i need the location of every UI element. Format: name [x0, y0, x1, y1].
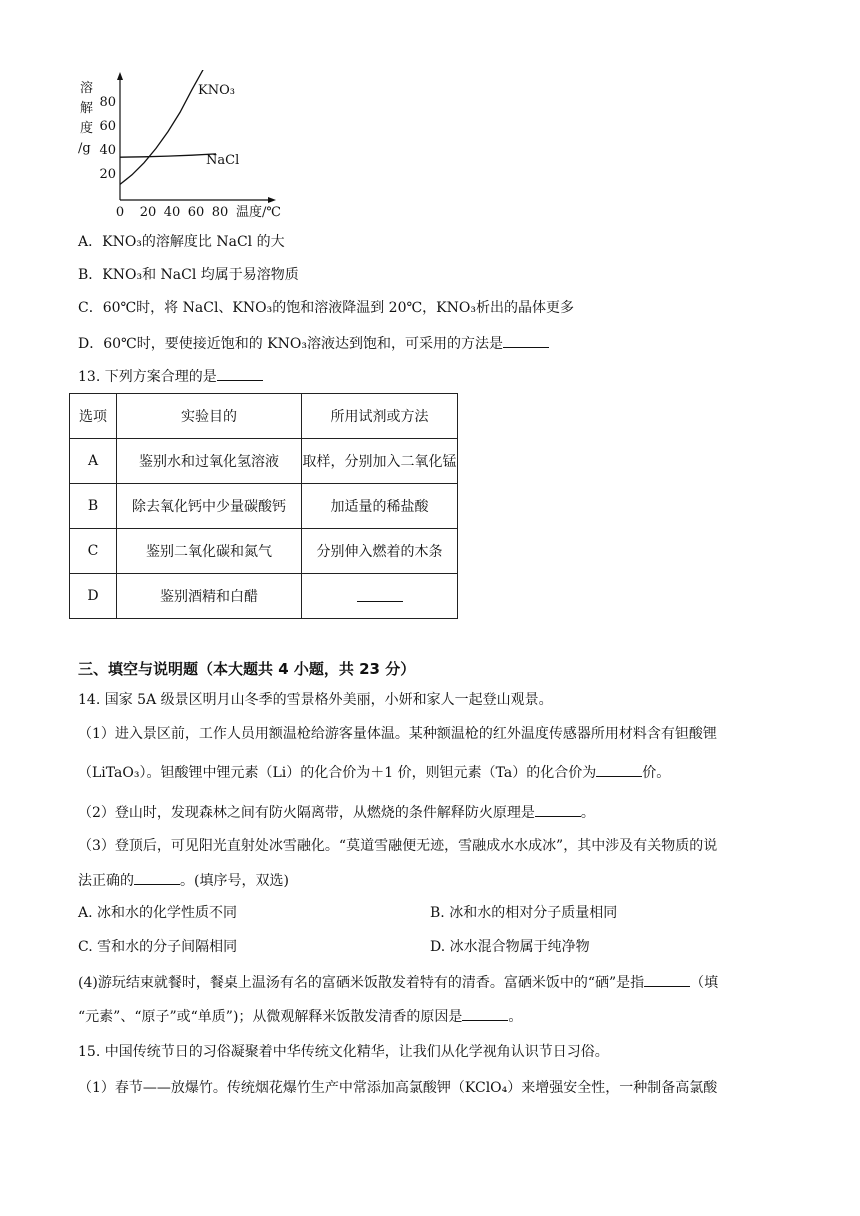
- svg-text:/g: /g: [78, 141, 91, 156]
- x-axis-arrow: [268, 197, 276, 203]
- x-tick-label: 20: [139, 205, 157, 220]
- table-row: [70, 529, 458, 574]
- solubility-chart: [72, 70, 302, 220]
- answer-blank: [535, 802, 581, 817]
- x-tick-label: 80: [211, 205, 229, 220]
- q14-part3-suffix: 。(填序号，双选): [180, 873, 289, 889]
- x-tick-label: 40: [163, 205, 181, 220]
- nacl-curve: [120, 154, 216, 157]
- table-cell: 鉴别酒精和白醋: [117, 574, 302, 619]
- y-tick-labels: [99, 95, 116, 182]
- svg-text:溶: 溶: [80, 81, 94, 96]
- q14-stem: 14. 国家 5A 级景区明月山冬季的雪景格外美丽，小妍和家人一起登山观景。: [78, 692, 553, 708]
- table-cell: A: [70, 439, 117, 484]
- answer-blank: [596, 762, 642, 777]
- q12-option-c: C．60℃时，将 NaCl、KNO₃的饱和溶液降温到 20℃，KNO₃析出的晶体更多: [78, 300, 574, 316]
- q14-part2: [78, 802, 595, 823]
- table-row: [70, 574, 458, 619]
- q14-option-b: B. 冰和水的相对分子质量相同: [430, 905, 618, 921]
- q13-stem: [78, 366, 263, 387]
- table-row: [70, 439, 458, 484]
- q12-option-d-text: D．60℃时，要使接近饱和的 KNO₃溶液达到饱和，可采用的方法是: [78, 336, 503, 352]
- q14-part4-suffix2: 。: [508, 1009, 523, 1025]
- answer-blank: [644, 972, 690, 987]
- q15-stem: 15. 中国传统节日的习俗凝聚着中华传统文化精华，让我们从化学视角认识节日习俗。: [78, 1044, 609, 1060]
- q14-part3-line2: [78, 870, 289, 891]
- q14-part3-text: 法正确的: [78, 873, 134, 889]
- q14-part1-suffix: 价。: [642, 765, 671, 781]
- q14-part4-text: (4)游玩结束就餐时，餐桌上温汤有名的富硒米饭散发着特有的清香。富硒米饭中的“硒”是指: [78, 975, 645, 991]
- table-cell: 取样，分别加入二氧化锰: [302, 439, 458, 484]
- q14-part1-line2: [78, 762, 670, 783]
- q13-stem-text: 13. 下列方案合理的是: [78, 369, 217, 385]
- table-cell: D: [70, 574, 117, 619]
- answer-blank: [462, 1006, 508, 1021]
- answer-blank: [134, 870, 180, 885]
- q14-part4-line1: [78, 972, 718, 993]
- q14-option-c: C. 雪和水的分子间隔相同: [78, 939, 238, 955]
- table-header: 所用试剂或方法: [302, 394, 458, 439]
- nacl-series-label: NaCl: [206, 153, 240, 168]
- q14-part1-line1: （1）进入景区前，工作人员用额温枪给游客量体温。某种额温枪的红外温度传感器所用材料含有钽酸锂: [78, 726, 717, 742]
- q14-part2-suffix: 。: [580, 805, 595, 821]
- svg-text:度: 度: [80, 121, 94, 136]
- table-header-row: [70, 394, 458, 439]
- answer-blank: [217, 366, 263, 381]
- q14-part1-text: （LiTaO₃）。钽酸锂中锂元素（Li）的化合价为＋1 价，则钽元素（Ta）的化合价为: [78, 765, 597, 781]
- q12-option-a: A．KNO₃的溶解度比 NaCl 的大: [78, 234, 285, 250]
- q14-part4-line2: [78, 1006, 522, 1027]
- y-tick-label: 20: [99, 167, 116, 182]
- svg-text:解: 解: [80, 101, 94, 116]
- y-tick-label: 60: [99, 119, 116, 134]
- table-cell: 鉴别二氧化碳和氮气: [117, 529, 302, 574]
- answer-blank: [357, 587, 403, 602]
- y-axis-arrow: [117, 72, 123, 80]
- y-axis-label: [78, 80, 93, 156]
- x-tick-labels: [116, 205, 228, 220]
- x-axis-label: 温度/℃: [236, 205, 281, 220]
- q14-option-a: A. 冰和水的化学性质不同: [78, 905, 238, 921]
- y-tick-label: 40: [99, 143, 116, 158]
- x-tick-label: 60: [187, 205, 205, 220]
- answer-blank: [503, 333, 549, 348]
- y-tick-label: 80: [99, 95, 116, 110]
- table-cell: 除去氧化钙中少量碳酸钙: [117, 484, 302, 529]
- table-cell: 分别伸入燃着的木条: [302, 529, 458, 574]
- kno3-series-label: KNO₃: [198, 83, 235, 98]
- table-row: [70, 484, 458, 529]
- x-tick-label: 0: [115, 205, 125, 220]
- table-cell: C: [70, 529, 117, 574]
- table-header: 实验目的: [117, 394, 302, 439]
- q14-option-d: D. 冰水混合物属于纯净物: [430, 939, 590, 955]
- table-cell: B: [70, 484, 117, 529]
- q15-part1: （1）春节——放爆竹。传统烟花爆竹生产中常添加高氯酸钾（KClO₄）来增强安全性，一种制备高氯酸: [78, 1080, 718, 1096]
- q14-part2-text: （2）登山时，发现森林之间有防火隔离带，从燃烧的条件解释防火原理是: [78, 805, 535, 821]
- q12-option-d: [78, 333, 549, 354]
- q14-part4-suffix: （填: [690, 975, 719, 991]
- q12-option-b: B．KNO₃和 NaCl 均属于易溶物质: [78, 267, 299, 283]
- table-header: 选项: [70, 394, 117, 439]
- q14-part3-line1: （3）登顶后，可见阳光直射处冰雪融化。“莫道雪融便无迹，雪融成水水成冰”，其中涉及有关物质的说: [78, 838, 718, 854]
- table-cell: [302, 574, 458, 619]
- table-cell: 加适量的稀盐酸: [302, 484, 458, 529]
- q14-part4-text2: “元素”、“原子”或“单质”)；从微观解释米饭散发清香的原因是: [78, 1009, 463, 1025]
- section-title: 三、填空与说明题（本大题共 4 小题，共 23 分）: [78, 660, 416, 678]
- table-cell: 鉴别水和过氧化氢溶液: [117, 439, 302, 484]
- options-table: [69, 393, 458, 619]
